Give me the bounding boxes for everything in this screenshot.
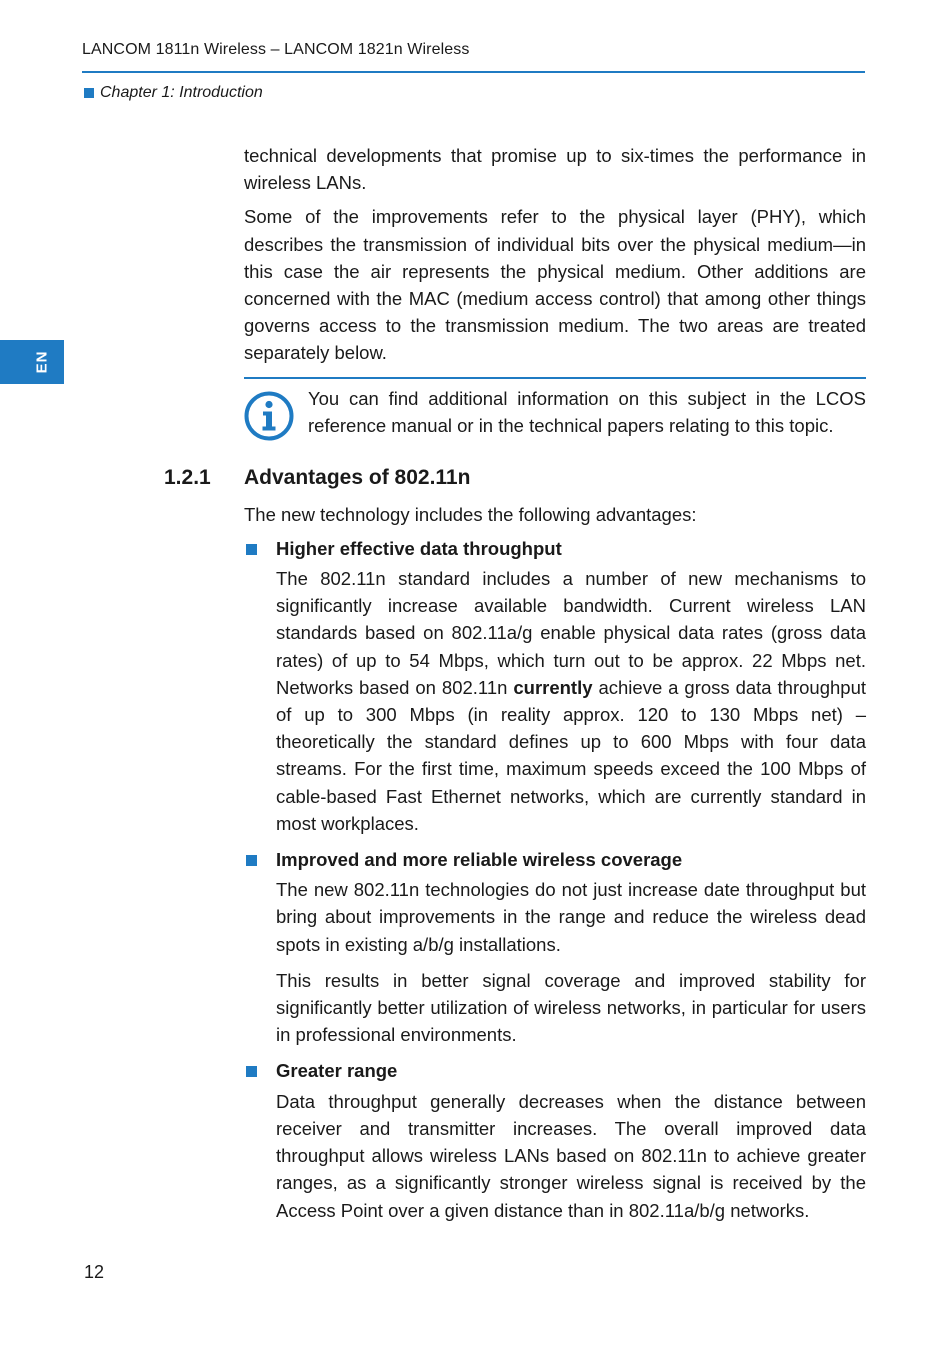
advantage-paragraph: The new 802.11n technologies do not just increase date throughput but bring about improvements in the range and reduce the wireless dead spots in existing a/b/g installations. <box>276 879 866 955</box>
advantage-text-before: The 802.11n standard includes a number of new mechanisms to significantly increase available bandwidth. Current wireless LAN standards based on 802.11a/g enable physical data rates (gross data rates) of up to 54 Mbps, which turn out to be approx. 22 Mbps net. Networks based on 802.11n <box>276 568 866 698</box>
section-heading <box>164 463 866 493</box>
intro-paragraph-1: technical developments that promise up to six-times the performance in wireless LANs. <box>244 145 866 194</box>
advantage-paragraph <box>276 565 866 837</box>
advantage-paragraph: This results in better signal coverage and improved stability for significantly better utilization of wireless networks, in particular for users in professional environments. <box>276 969 866 1046</box>
advantage-title: Greater range <box>276 1060 398 1082</box>
advantage-text-after: achieve a gross data throughput of up to 300 Mbps (in reality approx. 120 to 130 Mbps net) – theoretically the standard defines up to 600 Mbps with four data streams. For the first time, maximum speeds exceed the 100 Mbps of cable-based Fast Ethernet networks, which are currently standard in most workplaces. <box>276 676 867 834</box>
advantage-body <box>276 565 866 837</box>
advantage-item <box>244 535 866 837</box>
advantage-emphasis: currently <box>513 676 593 698</box>
bullet-square-icon <box>246 855 257 866</box>
advantage-item <box>244 846 866 1048</box>
language-tab-label: EN <box>33 350 51 374</box>
header-rule <box>82 71 865 73</box>
advantage-title: Higher effective data throughput <box>276 537 562 559</box>
intro-paragraph-2: Some of the improvements refer to the physical layer (PHY), which describes the transmission of individual bits over the physical medium—in this case the air represents the physical medium. Other additions are concerned with the MAC (medium access control) that among other things governs access to the transmission medium. The two areas are treated separately below. <box>244 206 866 364</box>
advantage-title: Improved and more reliable wireless coverage <box>276 849 683 871</box>
language-tab <box>0 340 64 384</box>
page-number: 12 <box>84 1262 105 1282</box>
main-content <box>164 142 867 1233</box>
section-lead: The new technology includes the following advantages: <box>244 503 697 525</box>
advantage-body <box>276 876 866 1048</box>
section-title: Advantages of 802.11n <box>244 465 471 489</box>
bullet-square-icon <box>246 1066 257 1077</box>
advantage-body <box>276 1088 866 1224</box>
advantage-item <box>244 1057 866 1223</box>
section-number: 1.2.1 <box>164 465 211 489</box>
info-note <box>244 377 866 447</box>
info-icon <box>244 391 294 441</box>
chapter-label <box>84 84 263 102</box>
bullet-square-icon <box>246 544 257 555</box>
advantage-paragraph: Data throughput generally decreases when the distance between receiver and transmitter increases. The overall improved data throughput allows wireless LANs based on 802.11n to achieve greater ranges, as a significantly stronger wireless signal is received by the Access Point over a given distance than in 802.11a/b/g networks. <box>276 1090 866 1221</box>
chapter-text: Chapter 1: Introduction <box>100 84 263 101</box>
running-header: LANCOM 1811n Wireless – LANCOM 1821n Wireless <box>82 41 470 58</box>
info-note-text: You can find additional information on this subject in the LCOS reference manual or in the technical papers relating to this topic. <box>308 387 866 436</box>
chapter-bullet-icon <box>84 88 94 98</box>
